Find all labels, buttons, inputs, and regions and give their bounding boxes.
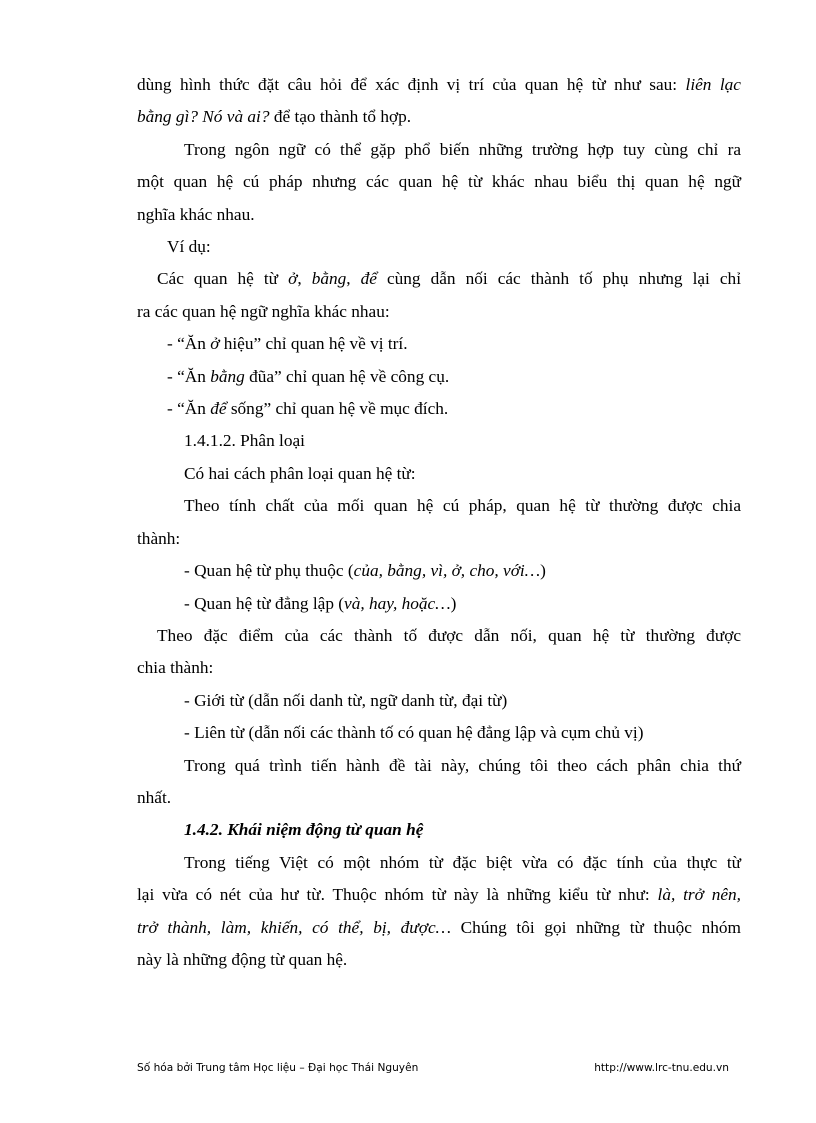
subsection-title: 1.4.1.2. Phân loại	[184, 431, 305, 451]
paragraph-line: lại vừa có nét của hư từ. Thuộc nhóm từ này là những kiểu từ như: là, trở nên,	[137, 885, 741, 905]
paragraph-line: thành:	[137, 528, 181, 548]
footer-url: http://www.lrc-tnu.edu.vn	[594, 1062, 729, 1074]
paragraph-line: trở thành, làm, khiến, có thể, bị, được… Chúng tôi gọi những từ thuộc nhóm	[137, 917, 741, 937]
list-item: - Giới từ (dẫn nối danh từ, ngữ danh từ, đại từ)	[184, 690, 508, 710]
paragraph-line: Trong tiếng Việt có một nhóm từ đặc biệt vừa có đặc tính của thực từ	[184, 852, 741, 872]
paragraph-line: này là những động từ quan hệ.	[137, 949, 348, 969]
paragraph-line: Có hai cách phân loại quan hệ từ:	[184, 463, 416, 483]
footer-source: Số hóa bởi Trung tâm Học liệu – Đại học Thái Nguyên	[137, 1062, 419, 1074]
paragraph-line: Trong quá trình tiến hành đề tài này, chúng tôi theo cách phân chia thứ	[184, 755, 741, 775]
paragraph-line: dùng hình thức đặt câu hỏi để xác định vị trí của quan hệ từ như sau: liên lạc	[137, 75, 741, 94]
document-body	[137, 69, 741, 976]
paragraph-line: Các quan hệ từ ở, bằng, để cùng dẫn nối các thành tố phụ nhưng lại chỉ	[157, 269, 741, 289]
list-item: - “Ăn ở hiệu” chỉ quan hệ về vị trí.	[167, 334, 408, 354]
paragraph-line: nghĩa khác nhau.	[137, 204, 255, 224]
list-item: - Quan hệ từ phụ thuộc (của, bằng, vì, ở, cho, với…)	[184, 561, 546, 581]
list-item: - Quan hệ từ đẳng lập (và, hay, hoặc…)	[184, 593, 457, 613]
section-heading: 1.4.2. Khái niệm động từ quan hệ	[184, 820, 424, 840]
paragraph-line: ra các quan hệ ngữ nghĩa khác nhau:	[137, 301, 390, 321]
list-item: - Liên từ (dẫn nối các thành tố có quan hệ đẳng lập và cụm chủ vị)	[184, 723, 644, 743]
paragraph-line: nhất.	[137, 787, 172, 807]
paragraph-line: Theo đặc điểm của các thành tố được dẫn nối, quan hệ từ thường được	[157, 625, 741, 645]
example-label: Ví dụ:	[167, 237, 211, 257]
list-item: - “Ăn để sống” chỉ quan hệ về mục đích.	[167, 399, 449, 419]
paragraph-line: Trong ngôn ngữ có thể gặp phổ biến những trường hợp tuy cùng chỉ ra	[184, 139, 741, 159]
list-item: - “Ăn bằng đũa” chỉ quan hệ về công cụ.	[167, 366, 450, 386]
paragraph-line: Theo tính chất của mối quan hệ cú pháp, quan hệ từ thường được chia	[184, 496, 741, 516]
paragraph-line: một quan hệ cú pháp nhưng các quan hệ từ khác nhau biểu thị quan hệ ngữ	[137, 172, 741, 192]
paragraph-line: chia thành:	[137, 658, 214, 678]
paragraph-line: bằng gì? Nó và ai? để tạo thành tổ hợp.	[137, 107, 412, 127]
